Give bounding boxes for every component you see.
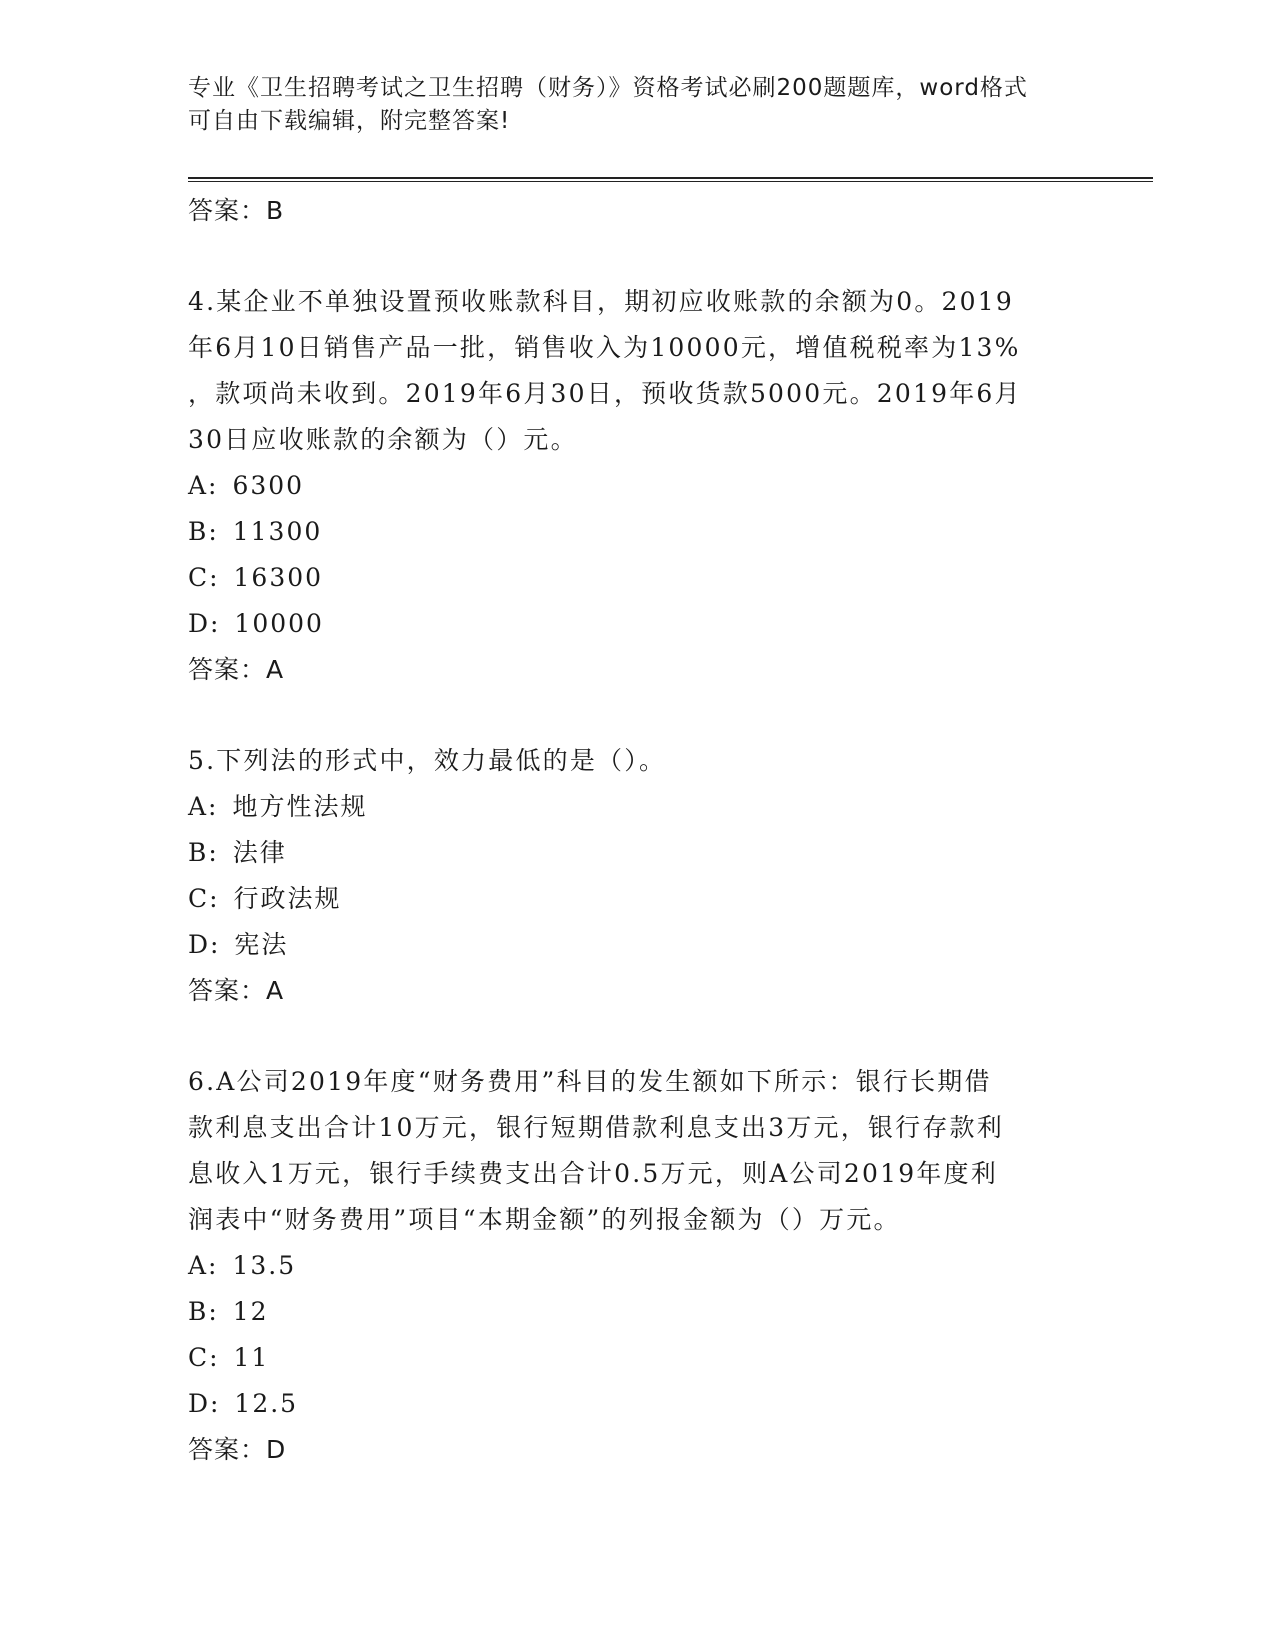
option-letter: D: bbox=[188, 609, 221, 638]
option-b bbox=[188, 509, 1088, 555]
option-letter: A: bbox=[188, 1251, 219, 1280]
option-c bbox=[188, 1335, 1088, 1381]
option-a bbox=[188, 1243, 1088, 1289]
option-text: 12 bbox=[232, 1297, 269, 1326]
previous-answer: 答案：B bbox=[188, 196, 285, 225]
option-text: 13.5 bbox=[232, 1251, 297, 1280]
option-text: 行政法规 bbox=[233, 884, 342, 913]
option-text: 11 bbox=[233, 1343, 270, 1372]
stem-line: 5.下列法的形式中，效力最低的是（）。 bbox=[188, 746, 667, 775]
header-divider-thin bbox=[188, 181, 1153, 182]
stem-line: 年6月10日销售产品一批，销售收入为10000元，增值税税率为13% bbox=[188, 333, 1021, 362]
header-title-line-1: 专业《卫生招聘考试之卫生招聘（财务）》资格考试必刷200题题库，word格式 bbox=[188, 75, 1028, 101]
question-answer: 答案：A bbox=[188, 655, 285, 684]
stem-line: 4.某企业不单独设置预收账款科目，期初应收账款的余额为0。2019 bbox=[188, 287, 1014, 316]
option-letter: D: bbox=[188, 1389, 221, 1418]
question-5 bbox=[188, 738, 1088, 1014]
option-text: 宪法 bbox=[234, 930, 289, 959]
option-letter: B: bbox=[188, 517, 219, 546]
option-letter: D: bbox=[188, 930, 221, 959]
stem-line: 润表中“财务费用”项目“本期金额”的列报金额为（）万元。 bbox=[188, 1205, 901, 1234]
option-a bbox=[188, 784, 1088, 830]
option-text: 10000 bbox=[234, 609, 324, 638]
stem-line: 款利息支出合计10万元，银行短期借款利息支出3万元，银行存款利 bbox=[188, 1113, 1004, 1142]
option-letter: B: bbox=[188, 1297, 219, 1326]
option-letter: C: bbox=[188, 1343, 220, 1372]
option-letter: A: bbox=[188, 471, 219, 500]
document-body bbox=[188, 188, 1088, 1473]
option-c bbox=[188, 876, 1088, 922]
option-d bbox=[188, 922, 1088, 968]
option-c bbox=[188, 555, 1088, 601]
header-title-line-2: 可自由下载编辑，附完整答案! bbox=[188, 108, 511, 134]
question-stem bbox=[188, 279, 1088, 463]
option-a bbox=[188, 463, 1088, 509]
stem-line: 息收入1万元，银行手续费支出合计0.5万元，则A公司2019年度利 bbox=[188, 1159, 998, 1188]
option-text: 11300 bbox=[232, 517, 323, 546]
page-header bbox=[188, 72, 1068, 138]
option-text: 16300 bbox=[233, 563, 324, 592]
option-text: 法律 bbox=[232, 838, 287, 867]
stem-line: 30日应收账款的余额为（）元。 bbox=[188, 425, 578, 454]
option-d bbox=[188, 601, 1088, 647]
option-letter: A: bbox=[188, 792, 219, 821]
option-text: 地方性法规 bbox=[232, 792, 368, 821]
header-divider bbox=[188, 177, 1153, 179]
question-stem bbox=[188, 1059, 1088, 1243]
stem-line: ，款项尚未收到。2019年6月30日，预收货款5000元。2019年6月 bbox=[188, 379, 1022, 408]
question-answer: 答案：A bbox=[188, 976, 285, 1005]
option-text: 6300 bbox=[232, 471, 305, 500]
option-letter: B: bbox=[188, 838, 219, 867]
option-b bbox=[188, 1289, 1088, 1335]
question-stem bbox=[188, 738, 1088, 784]
option-d bbox=[188, 1381, 1088, 1427]
stem-line: 6.A公司2019年度“财务费用”科目的发生额如下所示：银行长期借 bbox=[188, 1067, 992, 1096]
option-letter: C: bbox=[188, 884, 220, 913]
question-6 bbox=[188, 1059, 1088, 1473]
question-4 bbox=[188, 279, 1088, 693]
option-letter: C: bbox=[188, 563, 220, 592]
question-answer: 答案：D bbox=[188, 1435, 287, 1464]
option-text: 12.5 bbox=[234, 1389, 299, 1418]
option-b bbox=[188, 830, 1088, 876]
